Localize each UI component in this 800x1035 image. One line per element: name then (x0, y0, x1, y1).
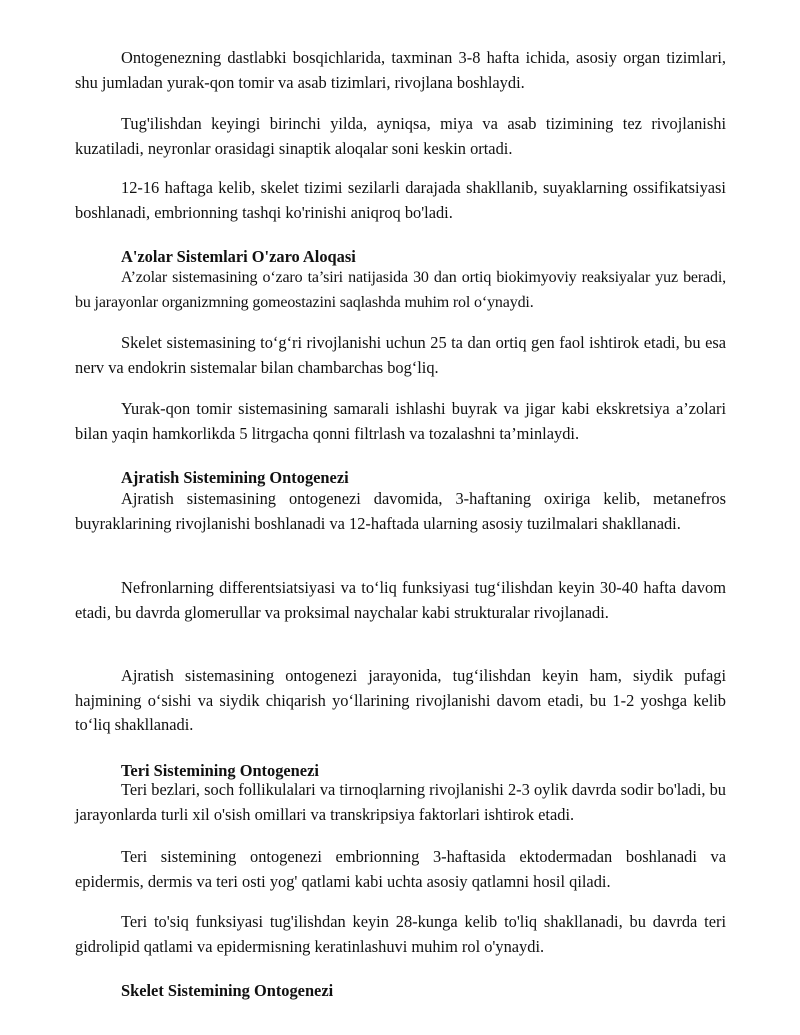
paragraph: Teri sistemining ontogenezi embrionning 3-haftasida ektodermadan boshlanadi va epidermis, dermis va teri osti yog' qatlami kabi uchta asosiy qatlamni hosil qiladi. (75, 847, 726, 891)
section-heading: Teri Sistemining Ontogenezi (121, 761, 319, 780)
paragraph: 12-16 haftaga kelib, skelet tizimi sezilarli darajada shakllanib, suyaklarning ossifikatsiyasi boshlanadi, embrionning tashqi ko'rinishi aniqroq bo'ladi. (75, 178, 726, 222)
paragraph: Ajratish sistemasining ontogenezi jarayonida, tug‘ilishdan keyin ham, siydik pufagi hajmining o‘sishi va siydik chiqarish yo‘llarining rivojlanishi davom etadi, bu 1-2 yoshga kelib to‘liq shakllanadi. (75, 666, 726, 734)
paragraph: Ajratish sistemasining ontogenezi davomida, 3-haftaning oxiriga kelib, metanefros buyraklarining rivojlanishi boshlanadi va 12-haftada ularning asosiy tuzilmalari shakllanadi. (75, 489, 726, 533)
paragraph: Teri to'siq funksiyasi tug'ilishdan keyin 28-kunga kelib to'liq shakllanadi, bu davrda teri gidrolipid qatlami va epidermisning keratinlashuvi muhim rol o'ynaydi. (75, 912, 726, 956)
paragraph: Nefronlarning differentsiatsiyasi va to‘liq funksiyasi tug‘ilishdan keyin 30-40 hafta davom etadi, bu davrda glomerullar va proksimal naychalar kabi strukturalar rivojlanadi. (75, 578, 726, 622)
paragraph: A’zolar sistemasining o‘zaro ta’siri natijasida 30 dan ortiq biokimyoviy reaksiyalar yuz beradi, bu jarayonlar organizmning gomeostazini saqlashda muhim rol o‘ynaydi. (75, 269, 726, 311)
paragraph: Skelet sistemasining to‘g‘ri rivojlanishi uchun 25 ta dan ortiq gen faol ishtirok etadi, bu esa nerv va endokrin sistemalar bilan chambarchas bog‘liq. (75, 333, 726, 377)
section-heading: Ajratish Sistemining Ontogenezi (121, 468, 349, 487)
paragraph: Yurak-qon tomir sistemasining samarali ishlashi buyrak va jigar kabi ekskretsiya a’zolari bilan yaqin hamkorlikda 5 litrgacha qonni filtrlash va tozalashni ta’minlaydi. (75, 399, 726, 443)
paragraph: Tug'ilishdan keyingi birinchi yilda, ayniqsa, miya va asab tizimining tez rivojlanishi kuzatiladi, neyronlar orasidagi sinaptik aloqalar soni keskin ortadi. (75, 114, 726, 158)
paragraph: Ontogenezning dastlabki bosqichlarida, taxminan 3-8 hafta ichida, asosiy organ tizimlari, shu jumladan yurak-qon tomir va asab tizimlari, rivojlana boshlaydi. (75, 48, 726, 92)
section-heading: Skelet Sistemining Ontogenezi (121, 981, 334, 1000)
section-heading: A'zolar Sistemlari O'zaro Aloqasi (121, 247, 356, 266)
paragraph: Teri bezlari, soch follikulalari va tirnoqlarning rivojlanishi 2-3 oylik davrda sodir bo'ladi, bu jarayonlarda turli xil o'sish omillari va transkripsiya faktorlari ishtirok etadi. (75, 780, 726, 824)
